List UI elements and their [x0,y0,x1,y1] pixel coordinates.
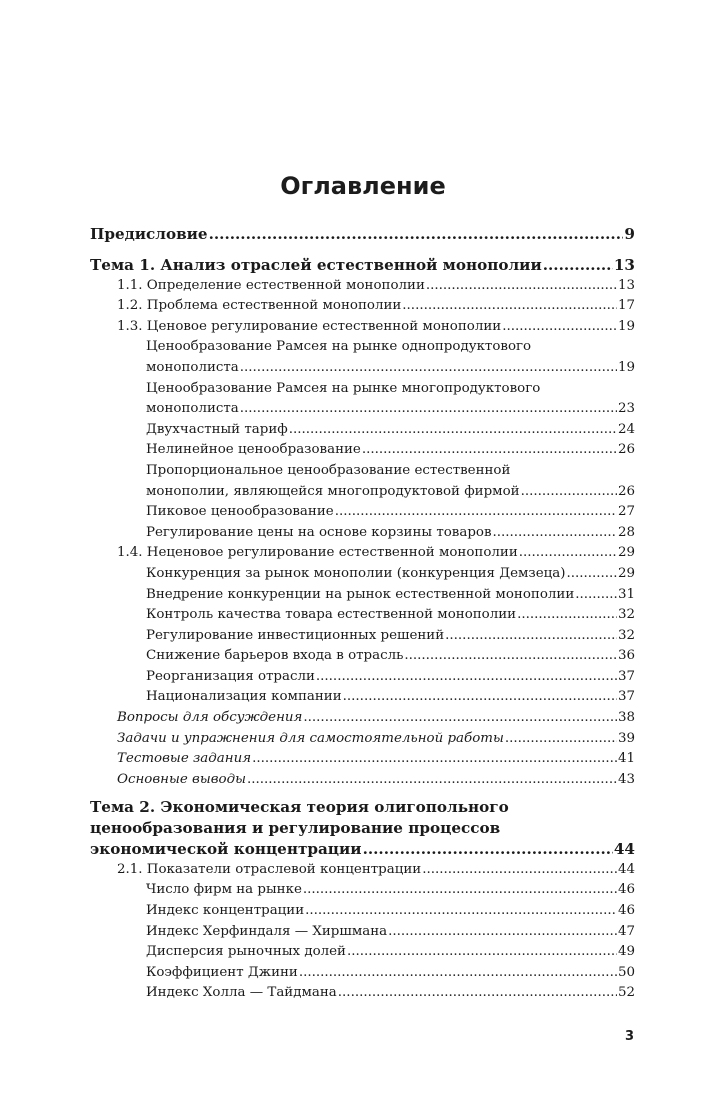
toc-page-number: 29 [617,545,635,561]
toc-entry-peak-pricing[interactable] [90,502,635,523]
toc-entry-title: Число фирм на рынке [146,882,302,898]
toc-entry-proportional-pricing[interactable] [90,461,635,502]
toc-entry-title: монополии, являющейся многопродуктовой фирмой [146,483,520,499]
toc-entry-title: 1.3. Ценовое регулирование естественной монополии [117,318,502,334]
toc-entry-title: 1.2. Проблема естественной монополии [117,298,402,314]
page-number: 3 [624,1029,634,1044]
toc-entry-title: Индекс Холла — Тайдмана [146,985,337,1001]
toc-entry-title: Индекс концентрации [146,903,305,919]
page-title: Оглавление [280,172,446,200]
toc-page-number: 44 [617,861,635,877]
toc-entry-title: 1.1. Определение естественной монополии [117,277,425,293]
toc-page-number: 37 [617,668,635,684]
toc-page-number: 50 [617,964,635,980]
toc-entry-nationalization[interactable] [90,687,635,708]
toc-page-number: 32 [617,627,635,643]
dot-leader [299,963,617,984]
dot-leader [363,839,613,860]
toc-page-number: 37 [617,689,635,705]
toc-page-number: 26 [617,483,635,499]
toc-entry-concentration-index[interactable] [90,901,635,922]
toc-entry-title-line: Тема 2. Экономическая теория олигопольного [90,798,509,817]
toc-entry-title: Коэффициент Джини [146,964,298,980]
toc-page-number: 19 [617,359,635,375]
toc-entry-investment-regulation[interactable] [90,626,635,647]
toc-entry-title: Двухчастный тариф [146,421,288,437]
toc-entry-title: Индекс Херфиндаля — Хиршмана [146,923,388,939]
toc-entry-title: 1.4. Неценовое регулирование естественной монополии [117,545,518,561]
dot-leader [402,296,617,317]
dot-leader [422,860,617,881]
toc-entry-title: 2.1. Показатели отраслевой концентрации [117,861,422,877]
dot-leader [575,585,617,606]
toc-entry-preface[interactable] [90,224,635,245]
toc-page-number: 24 [617,421,635,437]
toc-page-number: 27 [617,504,635,520]
dot-leader [505,729,617,750]
dot-leader [566,564,616,585]
dot-leader [240,399,617,420]
dot-leader [303,708,617,729]
toc-entry-title: Внедрение конкуренции на рынок естественной монополии [146,586,575,602]
toc-entry-ramsey-multi[interactable] [90,379,635,420]
toc-page-number: 13 [613,255,635,274]
dot-leader [426,276,617,297]
toc-page-number: 46 [617,903,635,919]
dot-leader [521,482,617,503]
toc-entry-demsetz-competition[interactable] [90,564,635,585]
toc-page-number: 46 [617,882,635,898]
dot-leader [343,687,617,708]
toc-page-number: 28 [617,524,635,540]
dot-leader [335,502,617,523]
toc-entry-exercises[interactable] [90,729,635,750]
toc-page-number: 13 [617,277,635,293]
toc-entry-quality-control[interactable] [90,605,635,626]
toc-entry-number-of-firms[interactable] [90,880,635,901]
toc-entry-nonlinear-pricing[interactable] [90,440,635,461]
toc-entry-title-line: Ценообразование Рамсея на рынке многопродуктового [146,380,541,396]
dot-leader [338,983,617,1004]
toc-entry-topic-1[interactable] [90,255,635,276]
toc-page-number: 43 [617,771,635,787]
toc-page-number: 49 [617,944,635,960]
dot-leader [209,224,624,245]
toc-page-number: 39 [617,730,635,746]
toc-entry-1-1[interactable] [90,276,635,297]
toc-entry-title: монополиста [146,401,239,417]
dot-leader [519,543,617,564]
toc-page-number: 41 [617,751,635,767]
toc-entry-1-2[interactable] [90,296,635,317]
toc-entry-hall-tideman[interactable] [90,983,635,1004]
dot-leader [388,922,617,943]
toc-entry-title-line: Ценообразование Рамсея на рынке однопродуктового [146,339,532,355]
toc-entry-title: экономической концентрации [90,840,362,859]
dot-leader [493,523,617,544]
dot-leader [303,880,617,901]
toc-entry-hhi[interactable] [90,922,635,943]
dot-leader [305,901,617,922]
toc-page-number: 23 [617,401,635,417]
toc-page-number: 52 [617,985,635,1001]
dot-leader [289,420,617,441]
toc-entry-reorganization[interactable] [90,667,635,688]
toc-entry-gini[interactable] [90,963,635,984]
dot-leader [240,358,617,379]
toc-page-number: 9 [624,225,635,243]
toc-entry-title: Контроль качества товара естественной монополии [146,607,517,623]
dot-leader [404,646,617,667]
toc-entry-title-line: Пропорциональное ценообразование естественной [146,462,511,478]
toc-entry-title: Задачи и упражнения для самостоятельной работы [117,730,504,746]
toc-entry-title: Реорганизация отрасли [146,668,315,684]
toc-page-number: 36 [617,648,635,664]
toc-page-number: 29 [617,565,635,581]
toc-entry-entry-barriers[interactable] [90,646,635,667]
toc-entry-topic-2[interactable] [90,797,635,859]
dot-leader [502,317,617,338]
toc-entry-title: Регулирование инвестиционных решений [146,627,445,643]
toc-entry-basket-regulation[interactable] [90,523,635,544]
toc-entry-title: Дисперсия рыночных долей [146,944,346,960]
toc-page-number: 32 [617,607,635,623]
toc-entry-title: монополиста [146,359,239,375]
toc-entry-1-3[interactable] [90,317,635,338]
toc-page-number: 26 [617,442,635,458]
toc-entry-introducing-competition[interactable] [90,585,635,606]
dot-leader [517,605,617,626]
toc-entry-title-line: ценообразования и регулирование процессов [90,819,501,838]
toc-page-number: 47 [617,923,635,939]
dot-leader [543,255,613,276]
toc-entry-discussion-questions[interactable] [90,708,635,729]
dot-leader [252,749,617,770]
toc-entry-title: Нелинейное ценообразование [146,442,361,458]
toc-entry-title: Предисловие [90,225,208,243]
toc-page-number: 31 [617,586,635,602]
toc-entry-title: Регулирование цены на основе корзины товаров [146,524,492,540]
toc-entry-title: Тестовые задания [117,751,252,767]
toc-entry-title: Национализация компании [146,689,342,705]
toc-entry-title: Пиковое ценообразование [146,504,334,520]
toc-entry-two-part-tariff[interactable] [90,420,635,441]
dot-leader [445,626,617,647]
toc-entry-share-dispersion[interactable] [90,942,635,963]
dot-leader [316,667,617,688]
dot-leader [247,770,617,791]
toc-entry-conclusions[interactable] [90,770,635,791]
toc-entry-title: Вопросы для обсуждения [117,710,303,726]
toc-entry-title: Тема 1. Анализ отраслей естественной монополии [90,255,542,274]
dot-leader [347,942,617,963]
toc-entry-1-4[interactable] [90,543,635,564]
toc-page-number: 19 [617,318,635,334]
toc-entry-2-1[interactable] [90,860,635,881]
toc-page-number: 44 [613,840,635,859]
toc-page-number: 17 [617,298,635,314]
toc-entry-title: Конкуренция за рынок монополии (конкуренция Демзеца) [146,565,566,581]
dot-leader [362,440,617,461]
table-of-contents [90,224,635,1004]
toc-page-number: 38 [617,710,635,726]
toc-entry-title: Основные выводы [117,771,247,787]
toc-entry-ramsey-single[interactable] [90,337,635,378]
toc-entry-title: Снижение барьеров входа в отрасль [146,648,404,664]
toc-entry-tests[interactable] [90,749,635,770]
